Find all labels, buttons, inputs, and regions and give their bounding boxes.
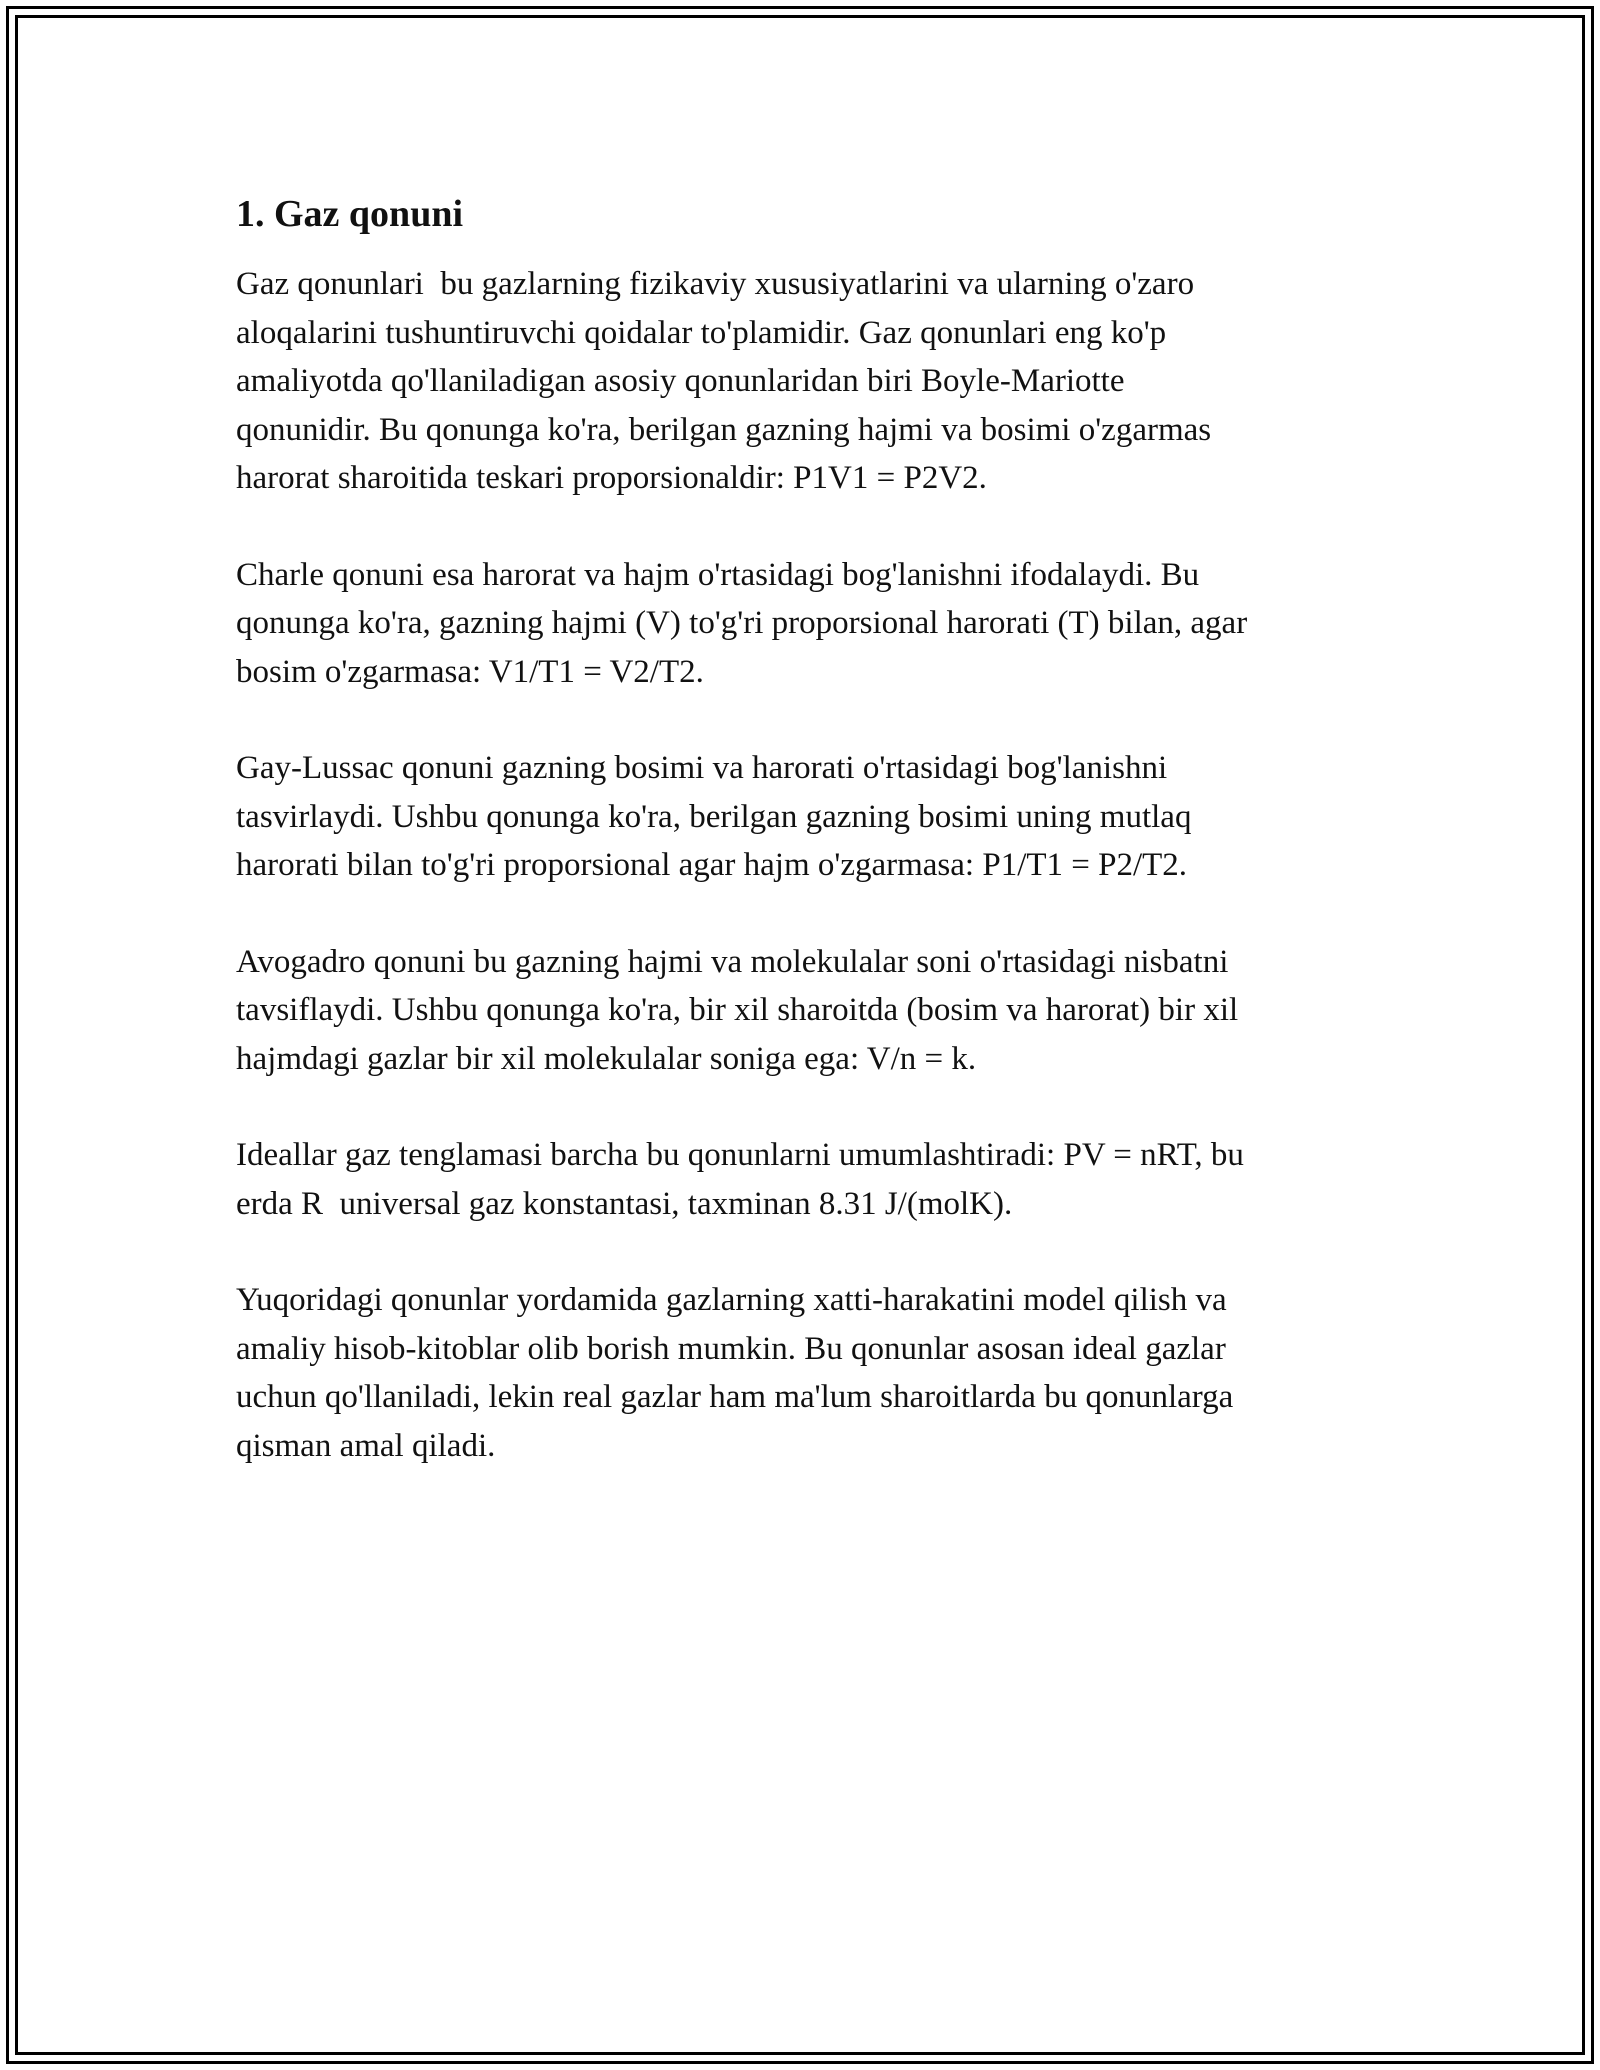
paragraph-ideal-gas: Ideallar gaz tenglamasi barcha bu qonunlarni umumlashtiradi: PV = nRT, bu erda R universal gaz konstantasi, taxminan 8.31 J/(molK).	[236, 1137, 1244, 1222]
paragraph-boyle-mariotte: Gaz qonunlari bu gazlarning fizikaviy xususiyatlarini va ularning o'zaro aloqalarini tushuntiruvchi qoidalar to'plamidir. Gaz qonunlari eng ko'p amaliyotda qo'llaniladigan asosiy qonunlaridan biri Boyle-Mariotte qonunidir. Bu qonunga ko'ra, berilgan gazning hajmi va bosimi o'zgarmas harorat sharoitida teskari proporsionaldir: P1V1 = P2V2.	[236, 266, 1212, 496]
paragraph-conclusion: Yuqoridagi qonunlar yordamida gazlarning xatti-harakatini model qilish va amaliy hisob-kitoblar olib borish mumkin. Bu qonunlar asosan ideal gazlar uchun qo'llaniladi, lekin real gazlar ham ma'lum sharoitlarda bu qonunlarga qisman amal qiladi.	[236, 1282, 1234, 1464]
paragraph-gay-lussac: Gay-Lussac qonuni gazning bosimi va harorati o'rtasidagi bog'lanishni tasvirlaydi. Ushbu qonunga ko'ra, berilgan gazning bosimi uning mutlaq harorati bilan to'g'ri proporsional agar hajm o'zgarmasa: P1/T1 = P2/T2.	[236, 750, 1192, 883]
paragraph-charles: Charle qonuni esa harorat va hajm o'rtasidagi bog'lanishni ifodalaydi. Bu qonunga ko'ra, gazning hajmi (V) to'g'ri proporsional harorati (T) bilan, agar bosim o'zgarmasa: V1/T1 = V2/T2.	[236, 556, 1248, 690]
document-body	[236, 186, 1386, 1518]
page-title: 1. Gaz qonuni	[236, 193, 464, 235]
paragraph-avogadro: Avogadro qonuni bu gazning hajmi va molekulalar soni o'rtasidagi nisbatni tavsiflaydi. Ushbu qonunga ko'ra, bir xil sharoitda (bosim va harorat) bir xil hajmdagi gazlar bir xil molekulalar soniga ega: V/n = k.	[236, 943, 1239, 1077]
